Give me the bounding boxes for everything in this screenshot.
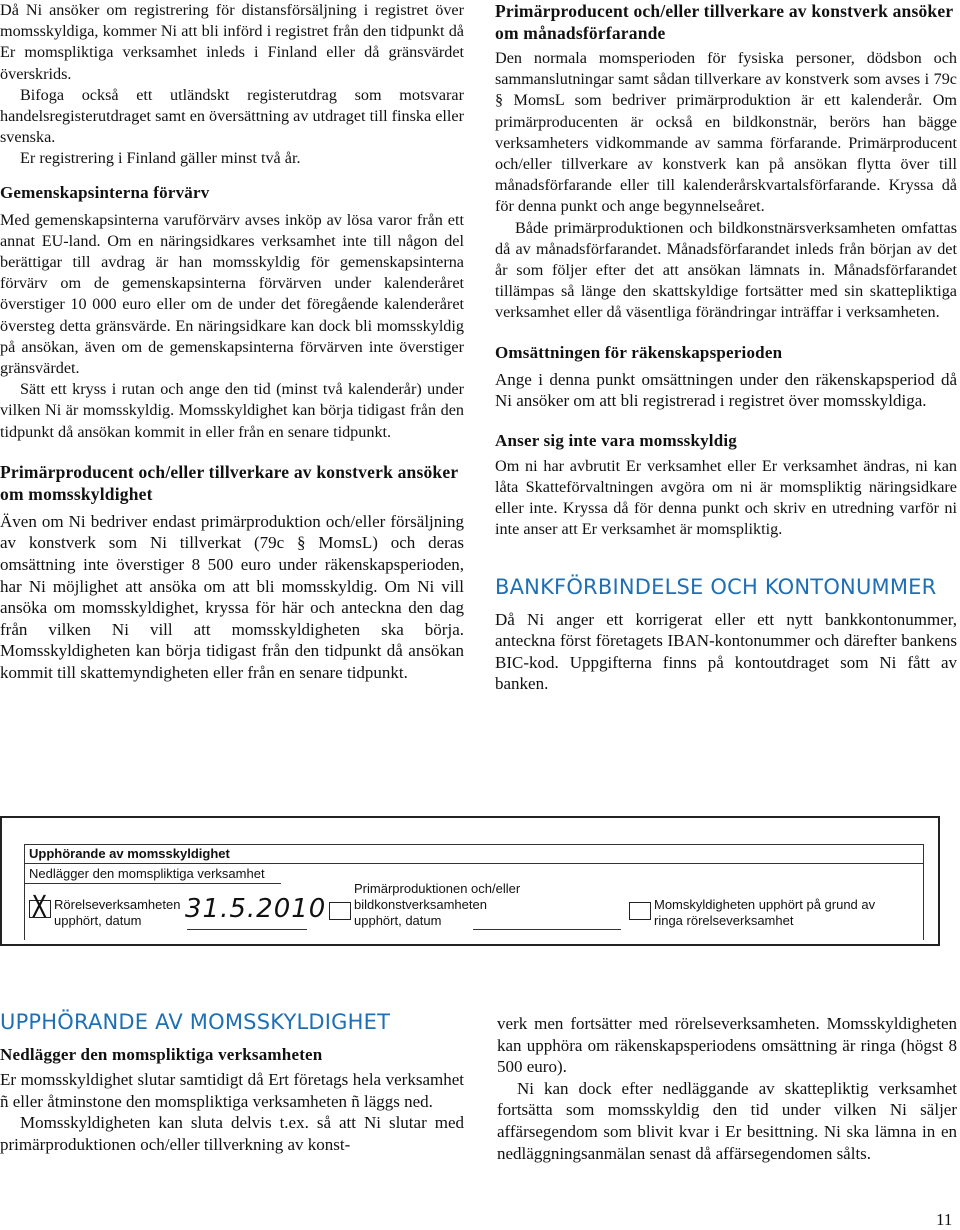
heading-monthly-procedure: Primärproducent och/eller tillverkare av konstverk ansöker om månadsförfarande (495, 1, 953, 43)
form-subtitle-underline (25, 883, 281, 884)
handwritten-date: 31.5.2010 (185, 894, 327, 924)
paragraph-distance-sales: Då Ni ansöker om registrering för distansförsäljning i registret över momsskyldiga, kommer Ni att bli införd i registret från den tidpunkt då Er momspliktiga verksamhet inleds i Finland eller då gränsvärdet överskrids. (0, 1, 464, 83)
date-input-line-2[interactable] (473, 929, 621, 930)
bottom-right-column (497, 1013, 957, 1164)
right-column (495, 0, 957, 695)
handwritten-x-mark: X (31, 890, 47, 925)
label-minor-business-line1: Momskyldigheten upphört på grund av (654, 897, 876, 912)
paragraph-intra-community: Med gemenskapsinterna varuförvärv avses inköp av lösa varor från ett annat EU-land. Om en näringsidkares verksamhet inte till någon del berättigar till avdrag är han momsskyldig för gemenskapsinterna förvärv om de gemenskapsinterna förvärven under kalenderåret överstiger 10 000 euro eller om de under det föregående kalenderåret översteg detta gränsvärde. En näringsidkare kan dock bli momsskyldig på ansökan, även om de gemenskapsinterna förvärven inte överstiger gränsvärdet. (0, 210, 464, 378)
paragraph-closing-business: Er momsskyldighet slutar samtidigt då Ert företags hela verksamhet ñ eller åtminstone den momspliktiga verksamheten ñ läggs ned. (0, 1070, 464, 1111)
label-primary-production-line1: Primärproduktionen och/eller (354, 881, 521, 896)
label-ceased-date: upphört, datum (54, 913, 142, 928)
date-input-line-1[interactable] (187, 929, 307, 930)
checkbox-primary-production-ceased[interactable] (329, 902, 351, 920)
paragraph-continuation: verk men fortsätter med rörelseverksamheten. Momsskyldigheten kan upphöra om räkenskapsperiodens omsättning är ringa (högst 8 500 euro). (497, 1014, 957, 1077)
heading-closing-business: Nedlägger den momspliktiga verksamheten (0, 1045, 323, 1064)
paragraph-turnover: Ange i denna punkt omsättningen under den räkenskapsperiod då Ni ansöker om att bli registrerad i registret över momsskyldiga. (495, 369, 957, 411)
paragraph-checkbox-instructions: Sätt ett kryss i rutan och ange den tid (minst två kalenderår) under vilken Ni är momsskyldig. Momsskyldighet kan börja tidigast från den tidpunkt då ansökan kommit in eller från en senare tidpunkt. (0, 380, 464, 441)
page-number: 11 (936, 1210, 953, 1229)
paragraph-register-extract: Bifoga också ett utländskt registerutdrag som motsvarar handelsregisterutdraget samt en översättning av utdraget till finska eller svenska. (0, 85, 464, 147)
form-subtitle: Nedlägger den momspliktiga verksamhet (29, 866, 265, 881)
heading-cessation: UPPHÖRANDE AV MOMSSKYLDIGHET (0, 1010, 391, 1034)
paragraph-registration-validity: Er registrering i Finland gäller minst två år. (20, 149, 301, 168)
paragraph-not-liable: Om ni har avbrutit Er verksamhet eller Er verksamhet ändras, ni kan låta Skatteförvaltningen avgöra om ni är momspliktig näringsidkare eller inte. Kryssa då för denna punkt och skriv en utredning varför ni inte anser att Er verksamhet är momspliktig. (495, 456, 957, 539)
paragraph-bank-details: Då Ni anger ett korrigerat eller ett nytt bankkontonummer, anteckna först företagets IBAN-kontonummer och därefter bankens BIC-kod. Uppgifterna finns på kontoutdraget som Ni fått av banken. (495, 609, 957, 694)
label-primary-production-line2: bildkonstverksamheten (354, 897, 487, 912)
checkbox-minor-business[interactable] (629, 902, 651, 920)
form-example-box (0, 816, 940, 946)
heading-turnover: Omsättningen för räkenskapsperioden (495, 342, 783, 362)
heading-bank-details: BANKFÖRBINDELSE OCH KONTONUMMER (495, 574, 937, 599)
label-primary-production-date: upphört, datum (354, 913, 442, 928)
form-title: Upphörande av momsskyldighet (29, 846, 230, 861)
paragraph-primary-producer: Även om Ni bedriver endast primärproduktion och/eller försäljning av konstverk som Ni tillverkat (79c § MomsL) och deras omsättning inte överstiger 8 500 euro under räkenskapsperioden, har Ni möjlighet att ansöka om att bli momsskyldig. Om Ni vill ansöka om momsskyldighet, kryssa för här och anteckna den dag från vilken Ni vill att momsskyldigheten ska börja. Momsskyldigheten kan börja tidigast från den tidpunkt då ansökan kommit till skattemyndigheten eller från en senare tidpunkt. (0, 511, 464, 683)
heading-intra-community: Gemenskapsinterna förvärv (0, 182, 210, 202)
label-minor-business-line2: ringa rörelseverksamhet (654, 913, 794, 928)
form-cessation-section (24, 844, 924, 940)
heading-not-liable: Anser sig inte vara momsskyldig (495, 430, 738, 450)
paragraph-tax-period: Den normala momsperioden för fysiska personer, dödsbon och sammanslutningar samt sådan tillverkare av konstverk som avses i 79c § MomsL som bedriver primärproduktion är ett kalenderår. Om primärproducenten är också en bildkonstnär, berörs han bägge verksamheters vidkommande av samma förfarande. Primärproducent och/eller tillverkare av konstverk kan på ansökan flytta över till månadsförfarande eller till kalenderårskvartalsförfarande. Kryssa då för denna punkt och ange begynnelseåret. (495, 49, 957, 216)
heading-primary-producer: Primärproducent och/eller tillverkare av konstverk ansöker om momsskyldighet (0, 461, 458, 504)
bottom-left-column (0, 1010, 464, 1155)
paragraph-partial-cessation: Momsskyldigheten kan sluta delvis t.ex. så att Ni slutar med primärproduktionen och/eller tillverkning av konst- (0, 1113, 464, 1154)
label-business-ceased: Rörelseverksamheten (54, 897, 181, 912)
paragraph-monthly-procedure: Både primärproduktionen och bildkonstnärsverksamheten omfattas då av månadsförfarandet. Månadsförfarandet inleds från början av det år som följer efter det att ansökan lämnats in. Månadsförfarandet tillämpas så länge den skattskyldige fortsätter med sin skattepliktiga verksamhet eller då väsentliga förändringar inträffar i verksamheten. (495, 218, 957, 322)
form-divider (25, 863, 923, 864)
paragraph-selling-assets: Ni kan dock efter nedläggande av skattepliktig verksamhet fortsätta som momsskyldig den tid under vilken Ni säljer affärsegendom som blivit kvar i Er besittning. Ni ska lämna in en nedläggningsanmälan senast då affärsegendomen sålts. (497, 1078, 957, 1163)
left-column (0, 0, 464, 684)
